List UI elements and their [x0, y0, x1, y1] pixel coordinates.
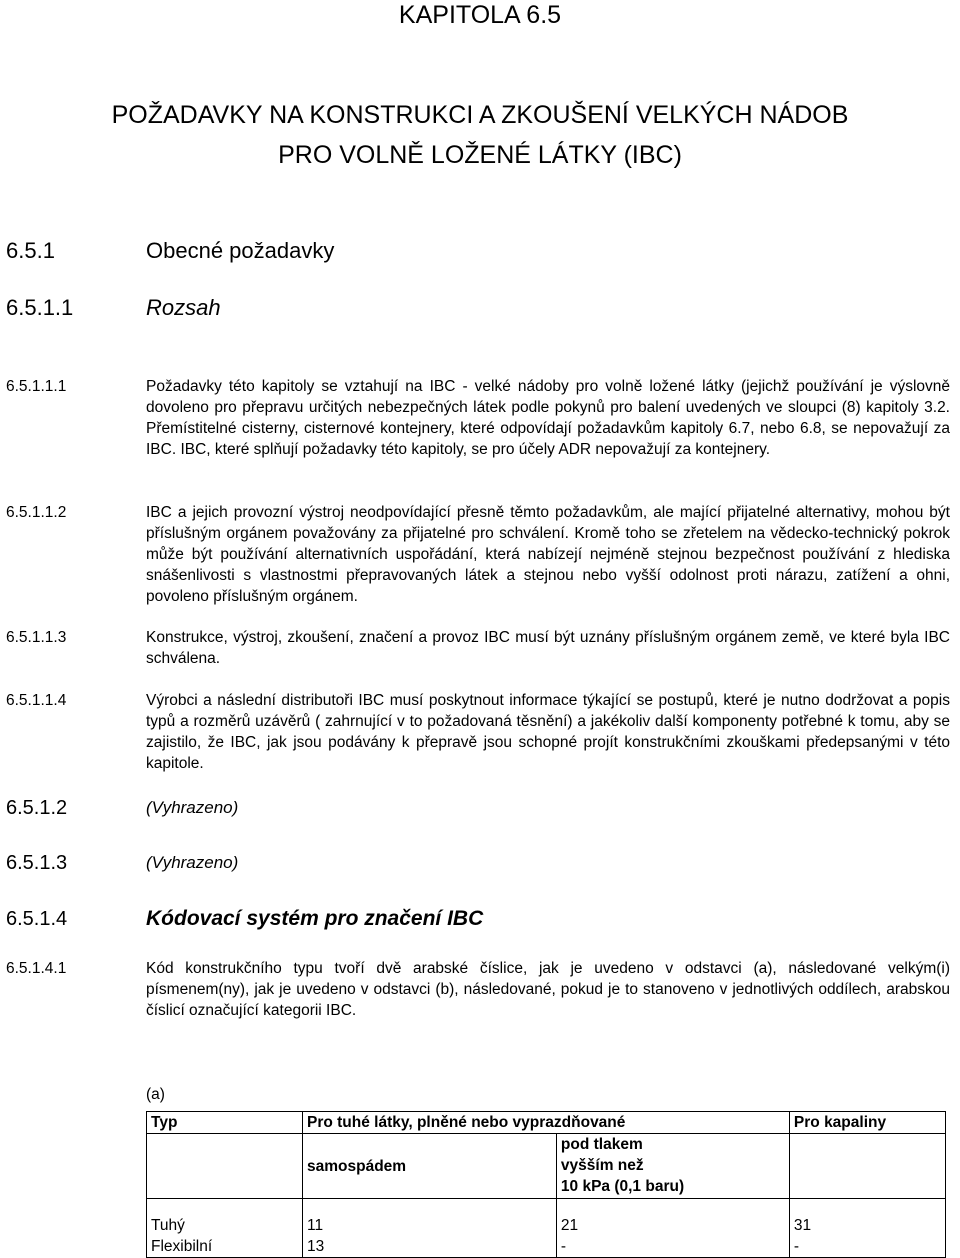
page-title-line1: POŽADAVKY NA KONSTRUKCI A ZKOUŠENÍ VELKÝCH NÁDOB: [111, 101, 849, 129]
ibc-type-table: [146, 1111, 946, 1258]
paragraph-number-65111: 6.5.1.1.1: [6, 378, 67, 395]
chapter-heading: KAPITOLA 6.5: [398, 1, 562, 29]
cell-pressure-row1: 21: [560, 1217, 579, 1234]
section-title-6512: (Vyhrazeno): [146, 798, 239, 817]
section-number-6513: 6.5.1.3: [6, 852, 68, 874]
section-number-651: 6.5.1: [6, 238, 55, 263]
cell-typ: [147, 1199, 303, 1258]
paragraph-65111: Požadavky této kapitoly se vztahují na IBC - velké nádoby pro volně ložené látky (jejichž používání je výslovně dovoleno pro přepravu určitých nebezpečných látek podle pokynů pro balení uvedených ve sloupci (8) kapitoly 3.2. Přemístitelné cisterny, cisternové kontejnery, které odpovídají požadavkům kapitoly 6.7, nebo 6.8, se nepovažují za IBC. IBC, které splňují požadavky této kapitoly, se pro účely ADR nepovažují za kontejnery.: [146, 378, 950, 458]
cell-liquid: [789, 1199, 945, 1258]
subheader-gravity: samospádem: [303, 1134, 557, 1199]
cell-gravity-row2: 13: [307, 1238, 325, 1255]
section-title-651: Obecné požadavky: [146, 238, 335, 263]
section-number-6511: 6.5.1.1: [6, 295, 74, 320]
section-title-6511: Rozsah: [146, 295, 221, 320]
paragraph-number-65141: 6.5.1.4.1: [6, 960, 67, 977]
page-title-line2: PRO VOLNĚ LOŽENÉ LÁTKY (IBC): [278, 141, 682, 169]
paragraph-65141: Kód konstrukčního typu tvoří dvě arabské číslice, jak je uvedeno v odstavci (a), následované velkým(i) písmenem(ny), jak je uvedeno v odstavci (b), následované, pokud je to stanoveno v jednotlivých oddílech, arabskou číslicí označující kategorii IBC.: [146, 960, 950, 1019]
subheader-pressure-line3: 10 kPa (0,1 baru): [560, 1178, 685, 1195]
subheader-empty-typ: [147, 1134, 303, 1199]
paragraph-number-65112: 6.5.1.1.2: [6, 504, 67, 521]
cell-liquid-row2: -: [793, 1238, 800, 1255]
header-liquid: Pro kapaliny: [789, 1112, 945, 1134]
subheader-pressure-line2: vyšším než: [560, 1157, 644, 1174]
cell-liquid-row1: 31: [793, 1217, 812, 1234]
table-caption: (a): [146, 1086, 165, 1103]
cell-pressure-row2: -: [560, 1238, 567, 1255]
section-number-6512: 6.5.1.2: [6, 797, 68, 819]
paragraph-number-65114: 6.5.1.1.4: [6, 692, 67, 709]
paragraph-65113: Konstrukce, výstroj, zkoušení, značení a provoz IBC musí být uznány příslušným orgánem země, ve které byla IBC schválena.: [146, 629, 950, 667]
section-number-6514: 6.5.1.4: [6, 908, 68, 930]
section-title-6514: Kódovací systém pro značení IBC: [146, 907, 484, 930]
cell-gravity-row1: 11: [307, 1217, 324, 1234]
cell-pressure: [556, 1199, 789, 1258]
header-typ: Typ: [147, 1112, 303, 1134]
cell-gravity: [303, 1199, 557, 1258]
subheader-empty-liquid: [789, 1134, 945, 1199]
cell-typ-row1: Tuhý: [151, 1217, 185, 1234]
table-subheader-row: [147, 1134, 946, 1199]
subheader-pressure: [556, 1134, 789, 1199]
paragraph-65112: IBC a jejich provozní výstroj neodpovídající přesně těmto požadavkům, ale mající přijatelné alternativy, mohou být příslušným orgánem považovány za přijatelné pro schválení. Kromě toho se zřetelem na vědecko-technický pokrok může být používání alternativních uspořádání, která nabízejí nejméně stejnou bezpečnost používání z hlediska snášenlivosti s vlastnostmi přepravovaných látek a stejnou nebo vyšší odolnost proti nárazu, zatížení a ohni, povoleno příslušným orgánem.: [146, 504, 950, 605]
section-title-6513: (Vyhrazeno): [146, 853, 239, 872]
paragraph-number-65113: 6.5.1.1.3: [6, 629, 67, 646]
cell-typ-row2: Flexibilní: [151, 1238, 213, 1255]
table-header-row: [147, 1112, 946, 1134]
subheader-pressure-line1: pod tlakem: [560, 1136, 643, 1153]
ibc-type-table-block: [146, 1084, 950, 1258]
header-solid: Pro tuhé látky, plněné nebo vyprazdňované: [303, 1112, 790, 1134]
table-row: [147, 1199, 946, 1258]
paragraph-65114: Výrobci a následní distributoři IBC musí poskytnout informace týkající se postupů, které je nutno dodržovat a popis typů a rozměrů uzávěrů ( zahrnující v to požadovaná těsnění) a jakékoliv další komponenty potřebné k tomu, aby se zajistilo, že IBC, jak jsou podávány k přepravě jsou schopné projít konstrukčními zkouškami předepsanými v této kapitole.: [146, 692, 950, 772]
